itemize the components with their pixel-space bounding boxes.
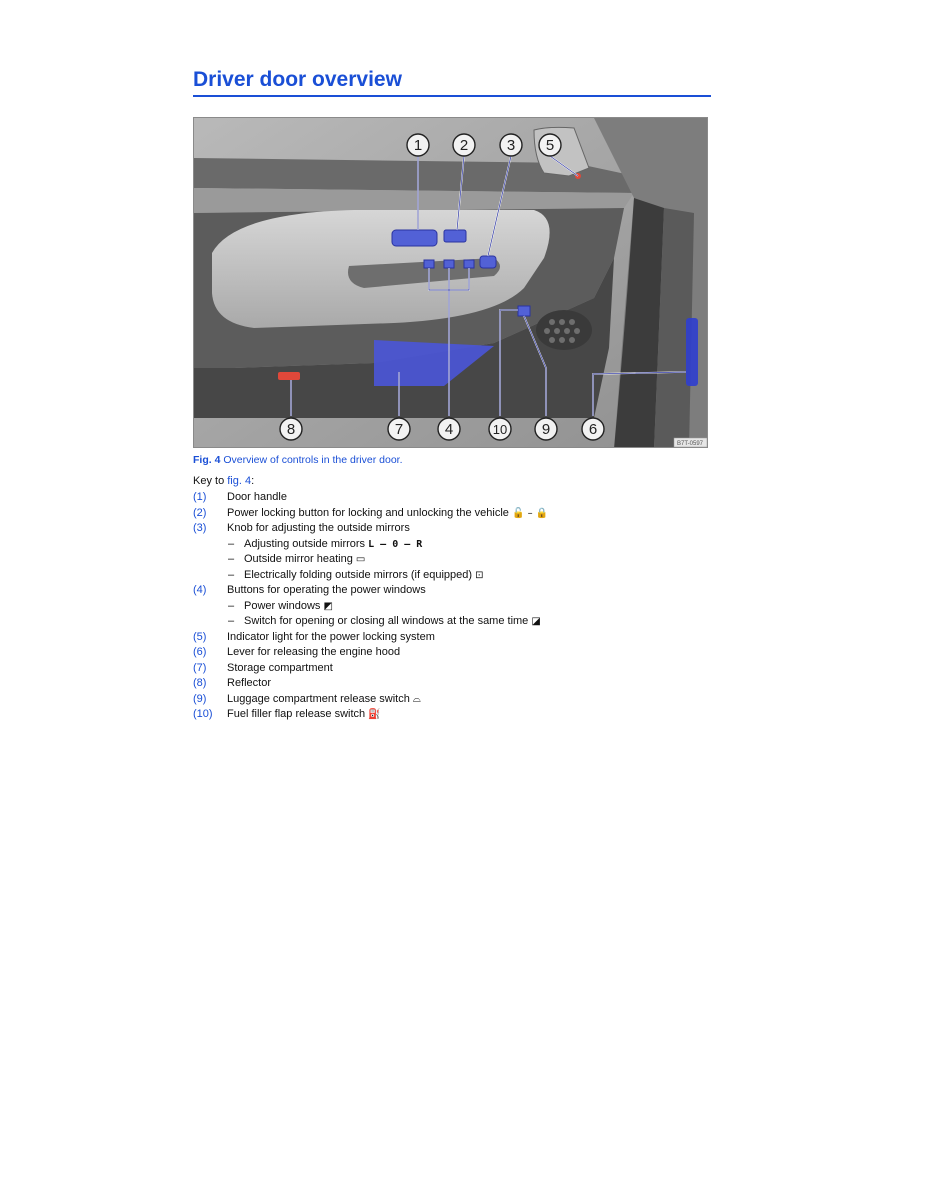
list-item	[193, 676, 713, 692]
figure-caption	[193, 454, 403, 466]
item-text: Lever for releasing the engine hood	[227, 646, 401, 658]
item-text: Storage compartment	[227, 661, 333, 674]
lock-unlock-icon: 🔓 – 🔒	[511, 507, 549, 519]
callout-label-5: 5	[545, 137, 555, 154]
item-text: Electrically folding outside mirrors (if equipped) ⊡	[244, 568, 484, 581]
fuel-pump-icon: ⛽	[368, 709, 381, 720]
item-text: Switch for opening or closing all windows at the same time ◪	[244, 615, 541, 627]
door-illustration	[194, 118, 708, 448]
list-item	[193, 692, 713, 708]
item-number: (1)	[193, 491, 207, 503]
key-intro-suffix: :	[251, 475, 255, 487]
key-intro	[193, 475, 254, 487]
item-number: (4)	[193, 584, 207, 596]
fig-link[interactable]: fig. 4	[227, 475, 252, 487]
list-subitem	[193, 552, 713, 568]
key-intro-text: Key to	[193, 475, 228, 487]
caption-text: Overview of controls in the driver door.	[220, 454, 403, 466]
callout-label-6: 6	[588, 421, 598, 438]
door-figure	[193, 117, 708, 448]
list-item	[193, 506, 713, 522]
list-item	[193, 583, 713, 599]
item-number: (9)	[193, 692, 207, 705]
callout-label-2: 2	[459, 137, 469, 154]
item-text: Door handle	[227, 491, 287, 503]
item-text: Adjusting outside mirrors L – 0 – R	[244, 537, 423, 550]
dash: –	[228, 615, 235, 627]
item-text: Power windows ◩	[244, 599, 333, 612]
mirror-fold-icon: ⊡	[475, 569, 484, 581]
item-number: (7)	[193, 661, 207, 674]
list-item	[193, 490, 713, 506]
callout-label-10: 10	[492, 422, 508, 437]
item-text: Reflector	[227, 677, 272, 689]
dash: –	[228, 599, 235, 612]
list-item	[193, 661, 713, 677]
trunk-release-icon: ⌓	[412, 693, 421, 705]
list-item	[193, 521, 713, 537]
item-text: Luggage compartment release switch ⌓	[227, 692, 421, 705]
caption-label: Fig. 4	[193, 454, 221, 466]
list-subitem	[193, 599, 713, 615]
list-item	[193, 645, 713, 661]
list-subitem	[193, 537, 713, 553]
figure-code: B7T-0597	[676, 441, 704, 447]
callout-label-3: 3	[506, 137, 516, 154]
list-subitem	[193, 614, 713, 630]
item-text: Fuel filler flap release switch ⛽	[227, 708, 381, 720]
item-number: (5)	[193, 630, 207, 643]
item-number: (2)	[193, 506, 207, 519]
all-windows-icon: ◪	[531, 616, 541, 627]
dash: –	[228, 568, 235, 581]
power-window-icon: ◩	[323, 600, 333, 612]
callout-label-8: 8	[286, 421, 296, 438]
item-number: (10)	[193, 708, 213, 720]
item-number: (8)	[193, 677, 207, 689]
item-text: Indicator light for the power locking system	[227, 630, 435, 643]
dash: –	[228, 553, 235, 565]
callout-label-7: 7	[394, 421, 404, 438]
item-number: (3)	[193, 522, 207, 534]
item-text: Buttons for operating the power windows	[227, 584, 426, 596]
list-subitem	[193, 568, 713, 584]
list-item	[193, 707, 713, 723]
callout-label-4: 4	[444, 421, 454, 438]
item-text: Power locking button for locking and unlocking the vehicle 🔓 – 🔒	[227, 506, 549, 519]
page-title: Driver door overview	[193, 68, 711, 97]
callout-label-9: 9	[541, 421, 551, 438]
callout-label-1: 1	[413, 137, 423, 154]
item-text: Outside mirror heating ▭	[244, 553, 366, 565]
item-number: (6)	[193, 646, 207, 658]
dash: –	[228, 537, 235, 550]
mirror-heating-icon: ▭	[355, 554, 366, 565]
list-item	[193, 630, 713, 646]
key-list	[193, 490, 713, 723]
mirror-selector-icon: L – 0 – R	[368, 538, 423, 550]
item-text: Knob for adjusting the outside mirrors	[227, 522, 410, 534]
